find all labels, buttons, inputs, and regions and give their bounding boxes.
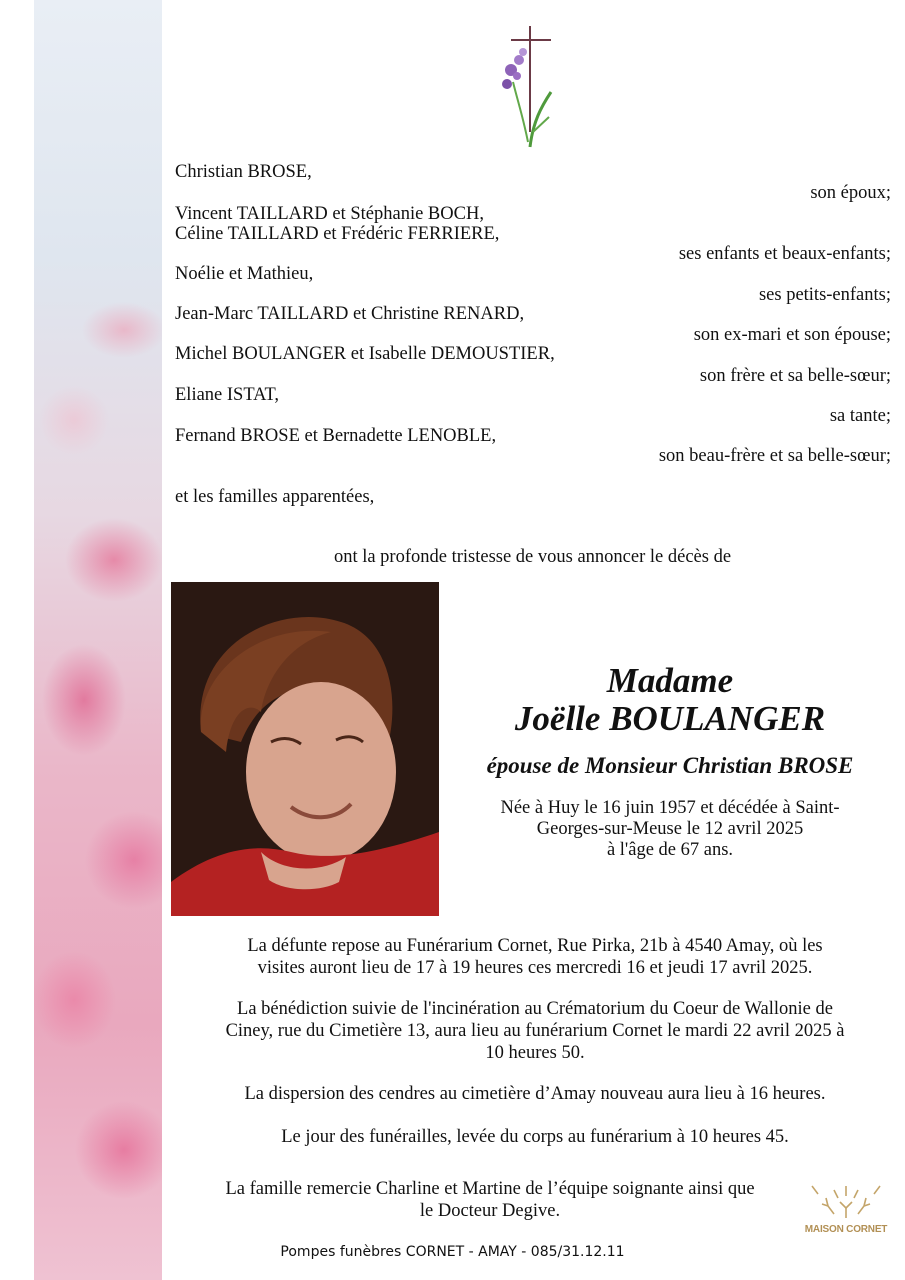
paragraph-line: La bénédiction suivie de l'incinération au Crématorium du Coeur de Wallonie de	[237, 999, 833, 1019]
family-name-line: Michel BOULANGER et Isabelle DEMOUSTIER,	[175, 344, 555, 364]
footer-contact: Pompes funèbres CORNET - AMAY - 085/31.12.11	[280, 1244, 625, 1260]
visitation-paragraph	[180, 935, 890, 979]
birth-death-info	[450, 798, 890, 861]
family-name-line: Noélie et Mathieu,	[175, 264, 314, 284]
maison-cornet-logo	[804, 1178, 888, 1250]
family-relation: son frère et sa belle-sœur;	[699, 366, 891, 386]
deceased-photo	[171, 582, 439, 916]
cherry-blossom-strip	[34, 0, 162, 1280]
thanks-paragraph	[120, 1178, 860, 1222]
family-relation: son époux;	[810, 183, 891, 203]
birth-death-line: à l'âge de 67 ans.	[606, 840, 734, 860]
paragraph-line: La défunte repose au Funérarium Cornet, Rue Pirka, 21b à 4540 Amay, où les	[247, 936, 823, 956]
family-name-line: Jean-Marc TAILLARD et Christine RENARD,	[175, 304, 525, 324]
family-relation: son ex-mari et son épouse;	[693, 325, 891, 345]
paragraph-line: La famille remercie Charline et Martine de l’équipe soignante ainsi que	[225, 1179, 755, 1199]
paragraph-line: Le jour des funérailles, levée du corps au funérarium à 10 heures 45.	[281, 1127, 789, 1147]
paragraph-line: visites auront lieu de 17 à 19 heures ces mercredi 16 et jeudi 17 avril 2025.	[257, 958, 813, 978]
family-relation: ses petits-enfants;	[758, 285, 891, 305]
paragraph-line: 10 heures 50.	[485, 1043, 585, 1063]
family-name-line: Eliane ISTAT,	[175, 385, 280, 405]
deceased-block	[450, 662, 890, 861]
family-relation: son beau-frère et sa belle-sœur;	[658, 446, 891, 466]
family-name-line: Fernand BROSE et Bernadette LENOBLE,	[175, 426, 497, 446]
deceased-spouse: épouse de Monsieur Christian BROSE	[486, 753, 854, 778]
ashes-paragraph	[180, 1083, 890, 1105]
announcement-intro: ont la profonde tristesse de vous annoncer le décès de	[333, 547, 732, 567]
paragraph-line: Ciney, rue du Cimetière 13, aura lieu au funérarium Cornet le mardi 22 avril 2025 à	[225, 1021, 845, 1041]
ceremony-paragraph	[180, 998, 890, 1064]
family-name-line: Céline TAILLARD et Frédéric FERRIERE,	[175, 224, 500, 244]
deceased-title: Madame	[606, 661, 734, 700]
paragraph-line: La dispersion des cendres au cimetière d’Amay nouveau aura lieu à 16 heures.	[244, 1084, 826, 1104]
birth-death-line: Née à Huy le 16 juin 1957 et décédée à Saint-	[500, 798, 840, 818]
cross-flower-icon	[493, 22, 563, 152]
family-relation: sa tante;	[829, 406, 891, 426]
funeral-day-paragraph	[180, 1126, 890, 1148]
paragraph-line: le Docteur Degive.	[419, 1201, 561, 1221]
closing-family: et les familles apparentées,	[175, 487, 375, 507]
logo-text: MAISON CORNET	[804, 1224, 888, 1235]
deceased-name: Joëlle BOULANGER	[514, 699, 826, 738]
family-relation: ses enfants et beaux-enfants;	[678, 244, 891, 264]
family-name-line: Christian BROSE,	[175, 162, 312, 182]
birth-death-line: Georges-sur-Meuse le 12 avril 2025	[536, 819, 804, 839]
family-name-line: Vincent TAILLARD et Stéphanie BOCH,	[175, 204, 484, 224]
